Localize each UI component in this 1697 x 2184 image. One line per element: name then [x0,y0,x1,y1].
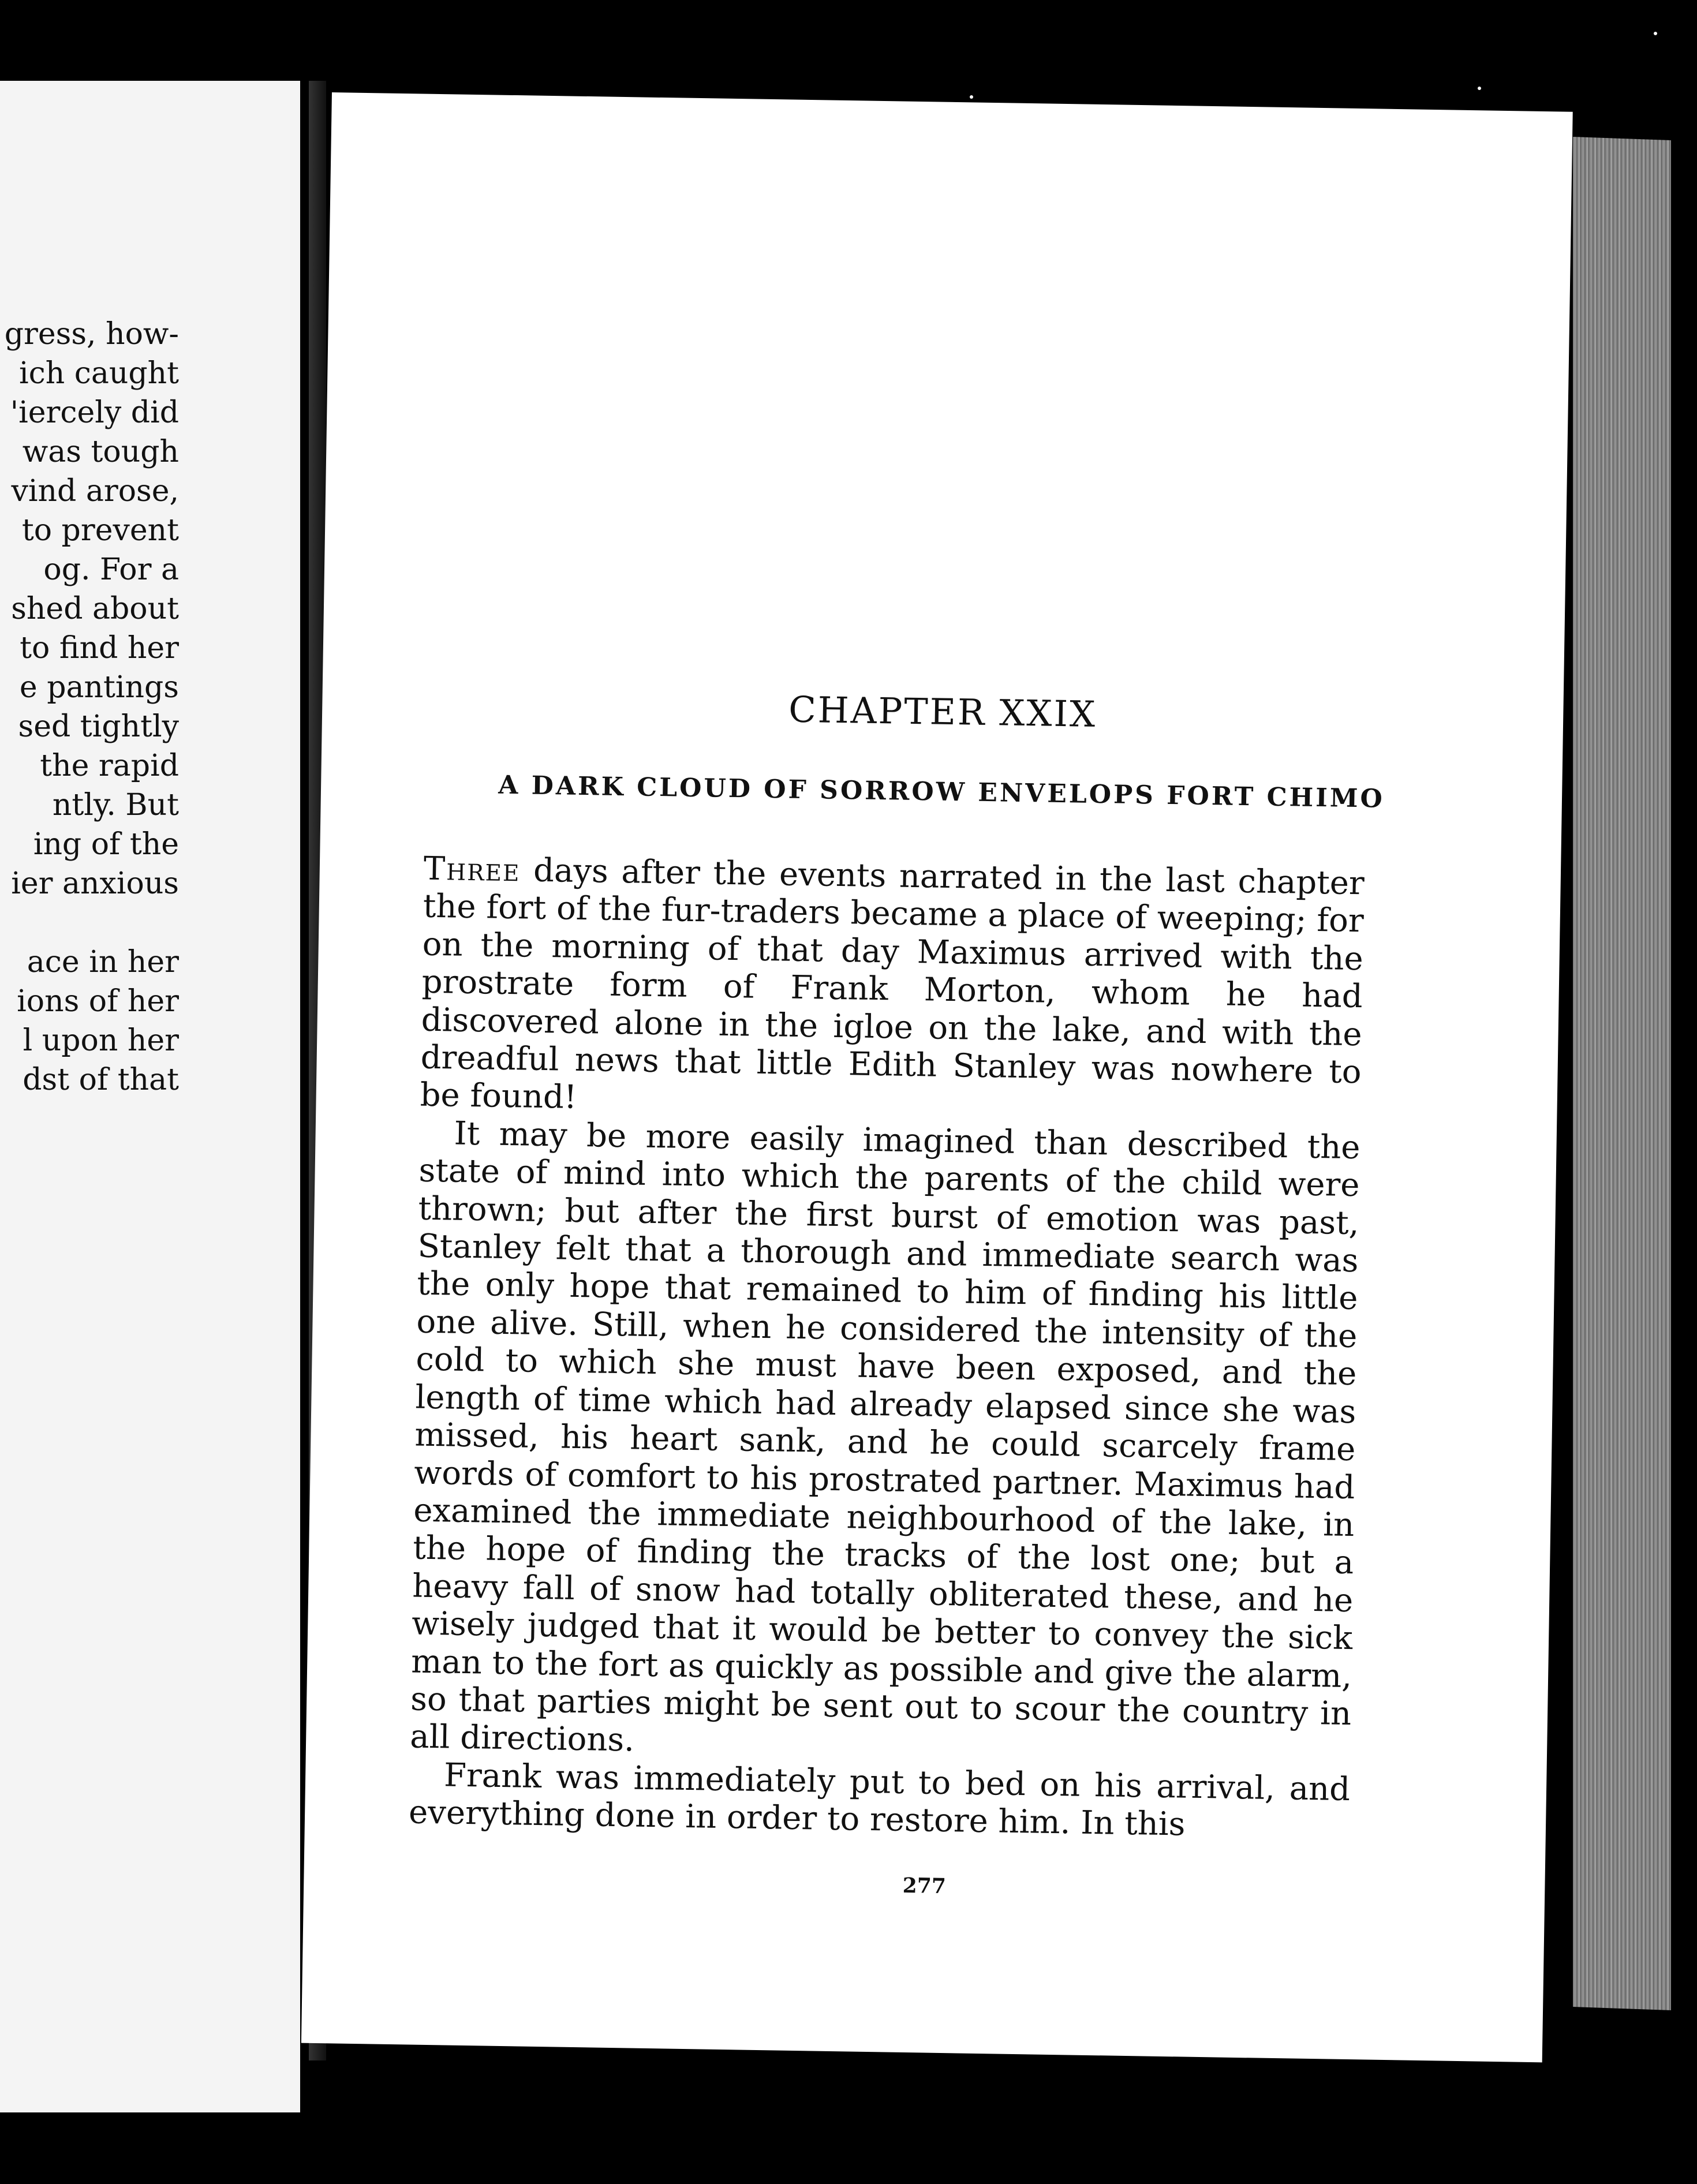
left-page-line: e pantings [19,670,179,705]
chapter-title: CHAPTER XXIX [788,688,1097,735]
paragraph-1-dropcap: Three [423,850,521,889]
left-page-line: shed about [11,592,179,626]
left-page-line: 'iercely did [10,395,179,430]
left-page-line: to find her [20,631,179,665]
left-page-line: ntly. But [52,788,179,822]
paragraph-2: It may be more easily imagined than described the state of mind into which the parents of the child were thrown; but after the first burst of emotion was past, Stanley felt that a thorough and immediate search was the only hope that remained to him of finding his little one alive. Still, when he considered the intensity of the cold to which she must have been exposed, and the length of time which had already elapsed since she was missed, his heart sank, and he could scarcely frame words of comfort to his prostrated partner. Maximus had examined the immediate neighbourhood of the lake, in the hope of finding the tracks of the lost one; but a heavy fall of snow had totally obliterated these, and he wisely judged that it would be better to convey the sick man to the fort as quickly as possible and give the alarm, so that parties might be sent out to scour the country in all directions. [409,1115,1361,1759]
scan-speck [970,95,973,99]
left-page [0,81,300,2112]
left-page-line: ier anxious [11,866,179,901]
paragraph-1-text: days after the events narrated in the last chapter the fort of the fur-traders became a place of weeping; for on the morning of that day Maximus arrived with the prostrate form of Frank Morton, whom he had discovered alone in the igloe on the lake, and with the dreadful news that little Edith Stanley was nowhere to be found! [420,851,1365,1117]
left-page-line: ing of the [33,827,179,862]
left-page-line: og. For a [43,552,179,587]
scan-speck [1478,87,1481,90]
left-page-line: ich caught [18,356,179,391]
scan-speck [1654,32,1657,35]
left-page-line: sed tightly [18,709,179,744]
left-page-text [0,315,179,1100]
book-page-edges [1573,137,1671,2010]
page-number: 277 [902,1873,947,1899]
left-page-line: gress, how- [4,317,179,351]
left-page-line: was tough [22,435,179,469]
left-page-line: ions of her [17,984,179,1019]
chapter-body [409,850,1365,1846]
left-page-line: l upon her [23,1023,179,1058]
left-page-line: ace in her [27,945,179,979]
paragraph-1 [420,850,1365,1129]
left-page-line: to prevent [21,513,179,548]
right-page [301,92,1573,2062]
left-page-line: dst of that [23,1063,179,1097]
left-page-line [0,903,179,943]
chapter-subtitle: A DARK CLOUD OF SORROW ENVELOPS FORT CHIMO [498,770,1385,814]
left-page-line: vind arose, [11,474,179,508]
paragraph-3: Frank was immediately put to bed on his arrival, and everything done in order to restore him. In this [408,1756,1351,1843]
left-page-line: the rapid [40,749,179,783]
